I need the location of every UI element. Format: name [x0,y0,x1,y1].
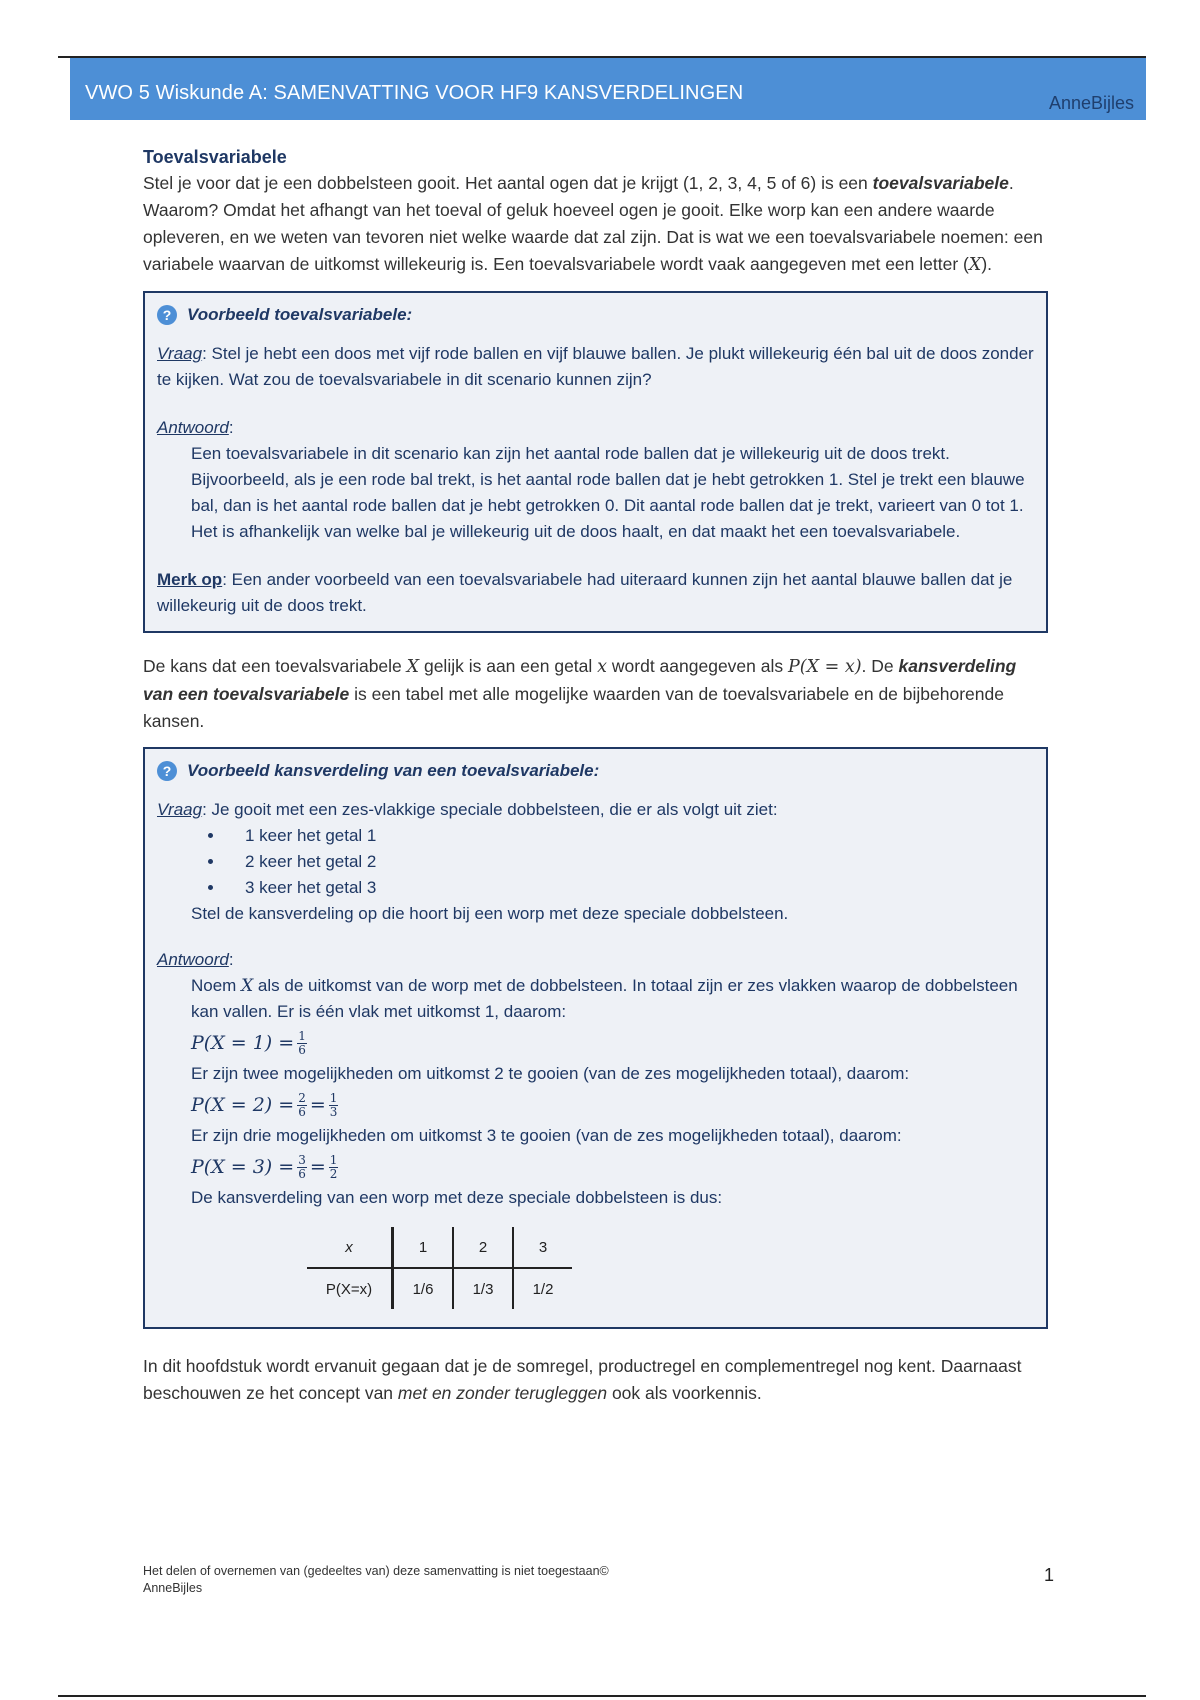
middle-text-2: gelijk is aan een getal [419,656,598,676]
middle-text-1: De kans dat een toevalsvariabele [143,656,407,676]
die-faces-list [157,823,1034,901]
middle-notation: P(X = x) [788,657,862,677]
fraction-denominator: 6 [298,1104,306,1119]
answer-line-4: De kansverdeling van een worp met deze speciale dobbelsteen is dus: [191,1188,723,1207]
equation-1 [191,1025,1034,1061]
a1-post: als de uitkomst van de worp met de dobbelsteen. In totaal zijn er zes vlakken waarop de dobbelsteen kan vallen. Er is één vlak met uitkomst 1, daarom: [191,976,1018,1021]
distribution-table [307,1227,572,1309]
fraction-denominator: 3 [329,1104,338,1119]
intro-text-3: ). [981,254,993,274]
middle-var-x: x [597,657,608,677]
middle-text-4: . De [861,656,899,676]
table-header-cell: x [307,1227,393,1268]
table-cell: 1 [393,1227,454,1268]
footer-author: AnneBijles [143,1581,203,1595]
middle-term: kansverdeling van een toevalsvariabele [143,656,1017,704]
table-cell: 1/6 [393,1268,454,1309]
example-1-answer: Een toevalsvariabele in dit scenario kan zijn het aantal rode ballen dat je willekeurig uit de doos trekt. Bijvoorbeeld, als je een rode bal trekt, is het aantal rode ballen dat je hebt getrokken 1. Stel je trekt een blauwe bal, dan is het aantal rode ballen dat je hebt getrokken 0. Dit aantal rode ballen dat je trekt, varieert van 0 tot 1. Het is afhankelijk van welke bal je willekeurig uit de doos haalt, en dat maakt het een toevalsvariabele. [191,444,1025,541]
example-2-answer [157,973,1034,1211]
fraction [329,1154,339,1181]
intro-text-1: Stel je voor dat je een dobbelsteen gooit. Het aantal ogen dat je krijgt (1, 2, 3, 4, 5 of 6) is een [143,173,868,193]
question-text: : Stel je hebt een doos met vijf rode ballen en vijf blauwe ballen. Je plukt willekeurig één bal uit de doos zonder te kijken. Wat zou de toevalsvariabele in dit scenario kunnen zijn? [157,344,1034,389]
example-1-note [157,567,1034,619]
question-mark-icon: ? [157,305,177,325]
example-1-title: Voorbeeld toevalsvariabele: [187,305,413,324]
eq3-lhs: P(X = 3) = [191,1156,295,1178]
example-box-2 [143,747,1048,1329]
closing-paragraph [143,1353,1048,1407]
section-title: Toevalsvariabele [143,147,287,167]
eq1-lhs: P(X = 1) = [191,1032,295,1054]
header-author: AnneBijles [1048,93,1134,113]
answer-label: Antwoord [157,418,229,437]
note-text: : Een ander voorbeeld van een toevalsvariabele had uiteraard kunnen zijn het aantal blauwe ballen dat je willekeurig uit de doos trekt. [157,570,1013,615]
example-1-title-row [157,299,1034,331]
table-cell: 3 [513,1227,572,1268]
a1-pre: Noem [191,976,242,995]
page-header [70,58,1146,120]
middle-var-X: X [406,657,420,677]
note-label: Merk op [157,570,223,589]
example-2-task: Stel de kansverdeling op die hoort bij een worp met deze speciale dobbelsteen. [191,904,789,923]
closing-emphasis: met en zonder terugleggen [397,1383,608,1403]
closing-text-1: In dit hoofdstuk wordt ervanuit gegaan dat je de somregel, productregel en complementregel nog kent. Daarnaast beschouwen ze het concept van [143,1356,1022,1403]
answer-line-3: Er zijn drie mogelijkheden om uitkomst 3 te gooien (van de zes mogelijkheden totaal), daarom: [191,1126,902,1145]
fraction-denominator: 6 [298,1042,306,1057]
fraction-numerator: 1 [298,1028,306,1043]
fraction-numerator: 3 [298,1152,306,1167]
fraction-numerator: 1 [329,1152,338,1167]
fraction-denominator: 6 [298,1166,306,1181]
answer-label: Antwoord [157,950,229,969]
table-row [307,1227,572,1268]
question-label: Vraag [157,344,203,363]
main-content [143,145,1048,1407]
example-1-question [157,341,1034,393]
fraction [297,1030,307,1057]
intro-paragraph [143,170,1048,279]
fraction-denominator: 2 [329,1166,338,1181]
table-cell: 2 [453,1227,513,1268]
a1-var: X [241,976,254,996]
middle-text-3: wordt aangegeven als [607,656,788,676]
list-item: • 2 keer het getal 2 [225,849,1034,875]
bottom-rule [58,1695,1146,1697]
header-title: VWO 5 Wiskunde A: SAMENVATTING VOOR HF9 KANSVERDELINGEN [85,82,744,104]
middle-text-5: is een tabel met alle mogelijke waarden van de toevalsvariabele en de bijbehorende kansen. [143,684,1004,731]
example-2-title: Voorbeeld kansverdeling van een toevalsvariabele: [187,761,600,780]
example-1-answer-label: Antwoord: [157,418,234,437]
example-2-answer-label: Antwoord: [157,950,234,969]
answer-line-2: Er zijn twee mogelijkheden om uitkomst 2 te gooien (van de zes mogelijkheden totaal), daarom: [191,1064,910,1083]
fraction [297,1092,307,1119]
question-mark-icon: ? [157,761,177,781]
intro-var: X [968,255,982,275]
question-label: Vraag [157,800,203,819]
table-cell: 1/3 [453,1268,513,1309]
intro-term: toevalsvariabele [872,173,1009,193]
page-footer [143,1563,703,1597]
closing-text-2: ook als voorkennis. [607,1383,762,1403]
page-number: 1 [1044,1565,1055,1585]
fraction-numerator: 1 [329,1090,338,1105]
equation-2: P(X = 2) = $\frac{2}{6}$ = $\frac{1}{3}$ [191,1090,338,1119]
example-2-title-row [157,755,1034,787]
question-text: : Je gooit met een zes-vlakkige speciale dobbelsteen, die er als volgt uit ziet: [202,800,778,819]
fraction [297,1154,307,1181]
answer-line-1 [191,973,1034,1025]
footer-notice: Het delen of overnemen van (gedeeltes van) deze samenvatting is niet toegestaan© [143,1564,609,1578]
table-row [307,1268,572,1309]
example-box-1 [143,291,1048,633]
intro-text-2: . Waarom? Omdat het afhangt van het toeval of geluk hoeveel ogen je gooit. Elke worp kan een andere waarde opleveren, en we weten van tevoren niet welke waarde dat zal zijn. Dat is wat we een toevalsvariabele noemen: een variabele waarvan de uitkomst willekeurig is. Een toevalsvariabele wordt vaak aangegeven met een letter ( [143,173,1043,274]
example-2-question [157,797,1034,823]
fraction-numerator: 2 [298,1090,306,1105]
table-cell: 1/2 [532,1280,554,1298]
list-item: • 3 keer het getal 3 [225,875,1034,901]
fraction [329,1092,339,1119]
equation-3: P(X = 3) = $\frac{3}{6}$ = $\frac{1}{2}$ [191,1152,338,1181]
list-item: • 1 keer het getal 1 [225,823,1034,849]
middle-paragraph [143,653,1048,735]
eq2-lhs: P(X = 2) = [191,1094,295,1116]
table-header-cell: P(X=x) [307,1268,393,1309]
